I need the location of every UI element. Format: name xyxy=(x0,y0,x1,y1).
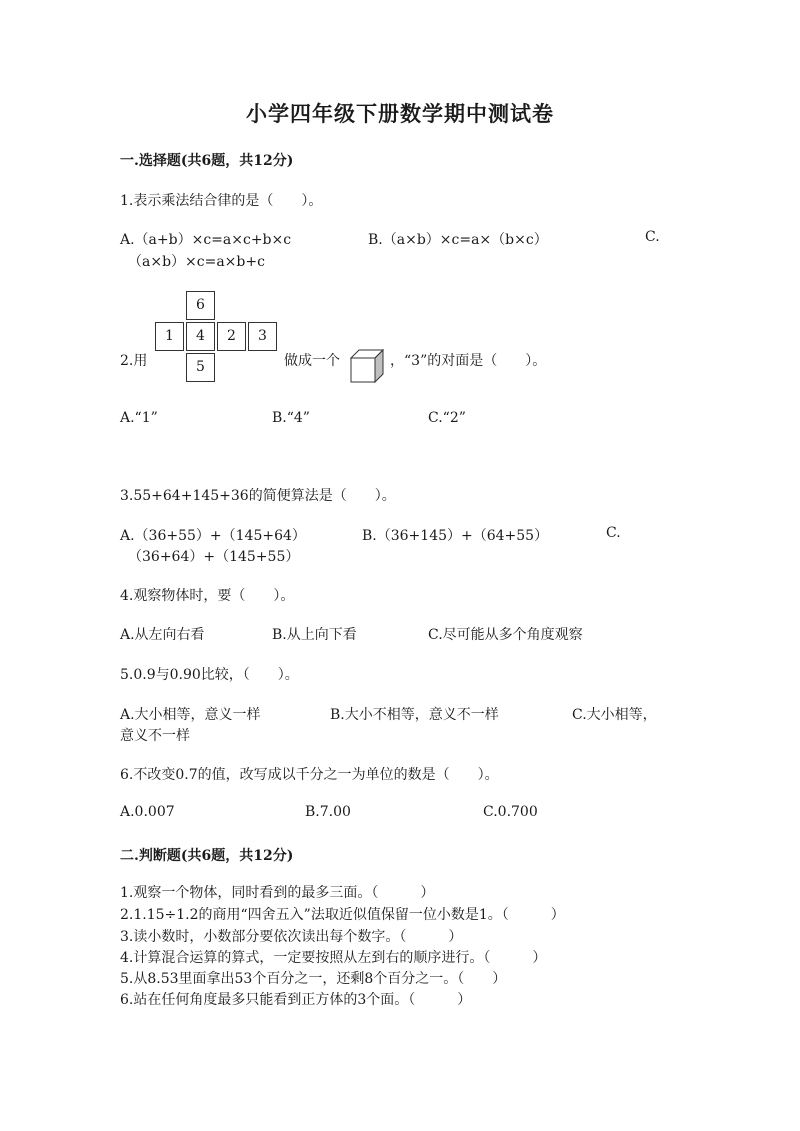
question-5-option-c: C.大小相等， xyxy=(572,707,657,723)
net-cell-bottom: 5 xyxy=(186,353,215,382)
net-cell: 3 xyxy=(248,322,277,351)
question-2-prefix: 2.用 xyxy=(120,353,148,369)
cube-icon xyxy=(350,349,384,383)
question-5-stem: 5.0.9与0.90比较，（ ）。 xyxy=(120,667,299,683)
question-4-option-b: B.从上向下看 xyxy=(272,627,357,643)
question-1-option-a: A.（a+b）×c=a×c+b×c xyxy=(120,232,292,248)
net-cell: 4 xyxy=(186,322,215,351)
judgement-item: 6.站在任何角度最多只能看到正方体的3个面。（ ） xyxy=(120,992,472,1008)
question-3-option-b: B.（36+145）+（64+55） xyxy=(362,528,549,544)
question-1-stem: 1.表示乘法结合律的是（ ）。 xyxy=(120,193,323,209)
question-3-stem: 3.55+64+145+36的简便算法是（ ）。 xyxy=(120,488,396,504)
question-5-option-a: A.大小相等，意义一样 xyxy=(120,707,261,723)
question-1-option-c: C. xyxy=(645,229,660,245)
net-cell: 2 xyxy=(217,322,246,351)
judgement-item: 3.读小数时，小数部分要依次读出每个数字。（ ） xyxy=(120,929,463,945)
question-6-option-b: B.7.00 xyxy=(305,804,351,820)
cube-net-figure xyxy=(155,291,277,383)
question-6-stem: 6.不改变0.7的值，改写成以千分之一为单位的数是（ ）。 xyxy=(120,767,499,783)
question-5-option-c-continued: 意义不一样 xyxy=(120,728,190,744)
section-heading-choice: 一.选择题(共6题，共12分) xyxy=(120,153,294,169)
question-4-option-c: C.尽可能从多个角度观察 xyxy=(428,627,583,643)
question-3-option-a: A.（36+55）+（145+64） xyxy=(120,528,306,544)
section-heading-judgement: 二.判断题(共6题，共12分) xyxy=(120,848,294,864)
page-title: 小学四年级下册数学期中测试卷 xyxy=(246,101,554,126)
question-6-option-c: C.0.700 xyxy=(483,804,538,820)
net-cell-top: 6 xyxy=(186,291,215,320)
judgement-item: 2.1.15÷1.2的商用“四舍五入”法取近似值保留一位小数是1。（ ） xyxy=(120,907,565,923)
question-1-option-b: B.（a×b）×c=a×（b×c） xyxy=(368,232,548,248)
question-2-suffix: ，“3”的对面是（ ）。 xyxy=(390,353,547,369)
question-1-option-c-continued: （a×b）×c=a×b+c xyxy=(128,254,265,270)
judgement-item: 1.观察一个物体，同时看到的最多三面。（ ） xyxy=(120,885,435,901)
judgement-item: 4.计算混合运算的算式，一定要按照从左到右的顺序进行。（ ） xyxy=(120,950,547,966)
question-2-middle: 做成一个 xyxy=(284,353,340,369)
net-cell: 1 xyxy=(155,322,184,351)
question-4-stem: 4.观察物体时，要（ ）。 xyxy=(120,588,295,604)
judgement-item: 5.从8.53里面拿出53个百分之一，还剩8个百分之一。（ ） xyxy=(120,971,507,987)
question-2-option-c: C.“2” xyxy=(428,410,466,426)
question-2-option-b: B.“4” xyxy=(272,410,310,426)
question-5-option-b: B.大小不相等，意义不一样 xyxy=(330,707,499,723)
question-3-option-c-continued: （36+64）+（145+55） xyxy=(128,549,300,565)
question-4-option-a: A.从左向右看 xyxy=(120,627,205,643)
question-3-option-c: C. xyxy=(606,525,621,541)
question-6-option-a: A.0.007 xyxy=(120,804,175,820)
question-2-option-a: A.“1” xyxy=(120,410,158,426)
